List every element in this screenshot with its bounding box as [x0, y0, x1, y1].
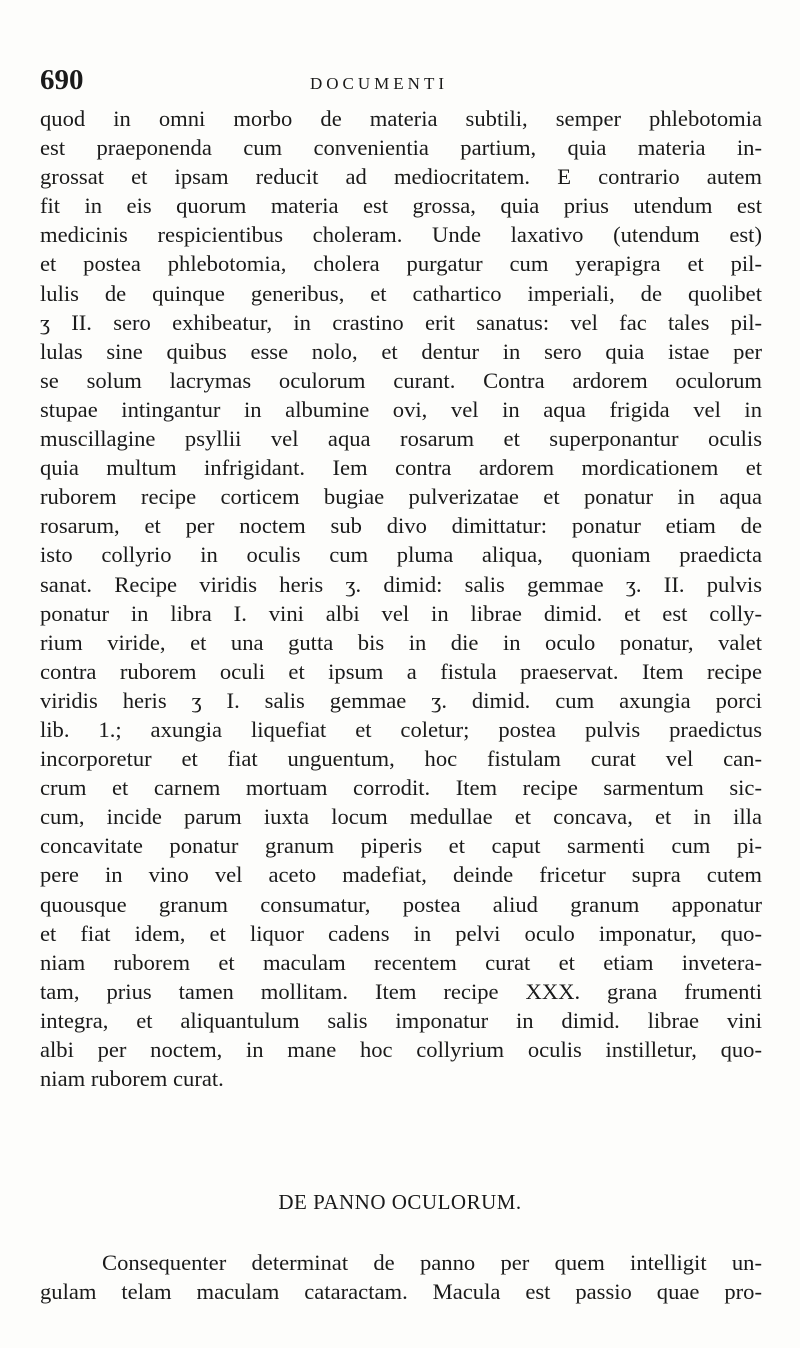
section-title: DE PANNO OCULORUM. [278, 1190, 522, 1214]
text-line: ʒ II. sero exhibeatur, in crastino erit sanatus: vel fac tales pil- [40, 309, 762, 335]
text-line: quod in omni morbo de materia subtili, semper phlebotomia [40, 106, 762, 131]
text-line: lib. 1.; axungia liquefiat et coletur; postea pulvis praedictus [40, 716, 762, 742]
text-line: fit in eis quorum materia est grossa, quia prius utendum est [40, 193, 762, 219]
paragraph-1 [40, 104, 762, 1093]
text-line: rium viride, et una gutta bis in die in oculo ponatur, valet [40, 629, 762, 655]
text-line: albi per noctem, in mane hoc collyrium oculis instilletur, quo- [40, 1037, 762, 1062]
text-line: et fiat idem, et liquor cadens in pelvi oculo imponatur, quo- [40, 920, 762, 946]
text-line: sanat. Recipe viridis heris ʒ. dimid: salis gemmae ʒ. II. pulvis [40, 571, 762, 597]
text-line: contra ruborem oculi et ipsum a fistula praeservat. Item recipe [40, 658, 762, 684]
text-line: gulam telam maculam cataractam. Macula est passio quae pro- [40, 1279, 762, 1305]
text-line: lulas sine quibus esse nolo, et dentur in sero quia istae per [40, 338, 762, 364]
text-line: Consequenter determinat de panno per quem intelligit un- [102, 1250, 762, 1275]
text-line: lulis de quinque generibus, et cathartico imperiali, de quolibet [40, 280, 762, 306]
text-line: se solum lacrymas oculorum curant. Contra ardorem oculorum [40, 367, 762, 393]
text-line: incorporetur et fiat unguentum, hoc fistulam curat vel can- [40, 746, 762, 772]
text-line: ruborem recipe corticem bugiae pulverizatae et ponatur in aqua [40, 484, 762, 510]
text-line: isto collyrio in oculis cum pluma aliqua, quoniam praedicta [40, 542, 762, 568]
text-line: viridis heris ʒ I. salis gemmae ʒ. dimid. cum axungia porci [40, 687, 762, 713]
text-line: est praeponenda cum convenientia partium, quia materia in- [40, 135, 762, 161]
text-line: quousque granum consumatur, postea aliud granum apponatur [40, 891, 762, 917]
text-line: pere in vino vel aceto madefiat, deinde fricetur supra cutem [40, 862, 762, 888]
text-line: ponatur in libra I. vini albi vel in librae dimid. et est colly- [40, 600, 762, 626]
text-line: grossat et ipsam reducit ad mediocritatem. E contrario autem [40, 164, 762, 190]
text-line: concavitate ponatur granum piperis et caput sarmenti cum pi- [40, 833, 762, 859]
text-line: et postea phlebotomia, cholera purgatur cum yerapigra et pil- [40, 251, 762, 277]
text-line: rosarum, et per noctem sub divo dimittatur: ponatur etiam de [40, 513, 762, 539]
text-line: medicinis respicientibus choleram. Unde laxativo (utendum est) [40, 222, 762, 248]
text-line: cum, incide parum iuxta locum medullae et concava, et in illa [40, 804, 762, 830]
text-line: stupae intingantur in albumine ovi, vel in aqua frigida vel in [40, 396, 762, 422]
paragraph-2 [40, 1248, 762, 1306]
text-line: niam ruborem et maculam recentem curat et etiam invetera- [40, 949, 762, 975]
text-line: crum et carnem mortuam corrodit. Item recipe sarmentum sic- [40, 775, 762, 801]
text-line: integra, et aliquantulum salis imponatur in dimid. librae vini [40, 1007, 762, 1033]
running-head: DOCUMENTI [310, 74, 448, 93]
page-header [40, 64, 760, 98]
text-line: muscillagine psyllii vel aqua rosarum et superponantur oculis [40, 426, 762, 452]
page-number: 690 [40, 64, 84, 96]
text-line: tam, prius tamen mollitam. Item recipe XXX. grana frumenti [40, 978, 762, 1004]
text-line: niam ruborem curat. [40, 1066, 224, 1092]
text-line: quia multum infrigidant. Iem contra ardorem mordicationem et [40, 455, 762, 481]
